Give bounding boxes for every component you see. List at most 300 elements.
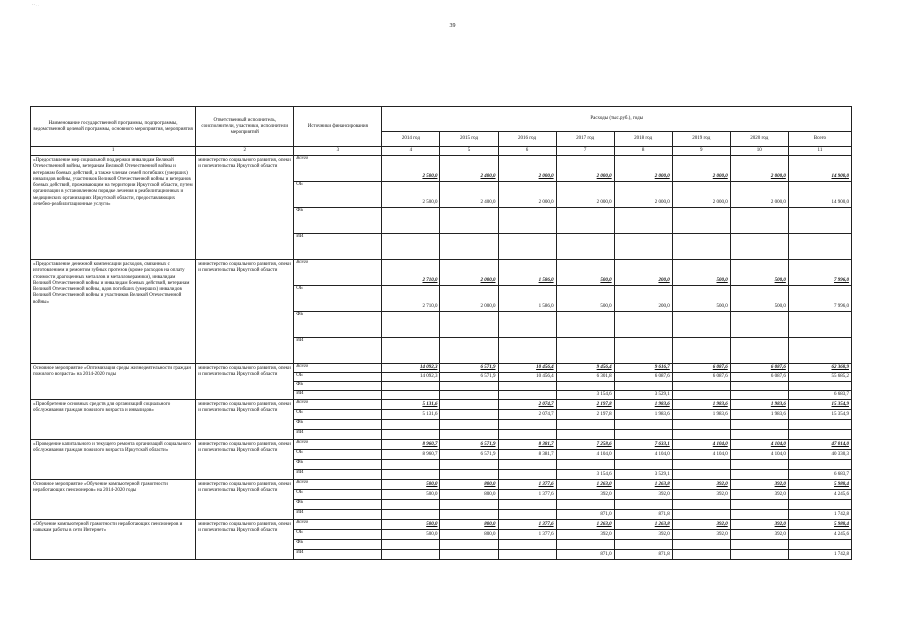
- amount-value: 6 301,8: [596, 374, 612, 379]
- amount-value: 1 586,0: [538, 278, 554, 283]
- amount-cell: [788, 208, 851, 234]
- amount-cell: [730, 490, 788, 500]
- amount-cell: [498, 410, 556, 420]
- funding-source: Всего: [294, 260, 382, 286]
- amount-cell: [382, 338, 440, 364]
- amount-cell: [556, 540, 614, 550]
- amount-cell: [672, 520, 730, 530]
- amount-cell: [672, 208, 730, 234]
- amount-value: 6 087,6: [712, 374, 728, 379]
- amount-cell: [672, 550, 730, 560]
- amount-cell: [498, 400, 556, 410]
- amount-cell: [440, 382, 498, 391]
- amount-cell: [730, 460, 788, 470]
- amount-cell: [382, 480, 440, 490]
- amount-cell: [730, 234, 788, 260]
- funding-source: ИИ: [294, 470, 382, 480]
- amount-cell: [730, 391, 788, 400]
- amount-cell: [556, 208, 614, 234]
- amount-value: 7 633,1: [654, 442, 670, 447]
- amount-value: 62 368,9: [831, 365, 849, 370]
- amount-cell: [788, 382, 851, 391]
- amount-cell: [614, 510, 672, 520]
- amount-cell: [730, 440, 788, 450]
- amount-cell: [498, 260, 556, 286]
- amount-cell: [730, 430, 788, 440]
- amount-value: 4 104,0: [770, 442, 786, 447]
- amount-cell: [440, 530, 498, 540]
- amount-value: 47 014,0: [831, 442, 849, 447]
- amount-value: 392,0: [716, 532, 728, 537]
- amount-cell: [382, 460, 440, 470]
- amount-cell: [498, 520, 556, 530]
- amount-cell: [672, 234, 730, 260]
- amount-value: 5 988,4: [834, 522, 849, 527]
- table-row: [31, 400, 852, 410]
- header-year: Всего: [788, 132, 851, 147]
- responsible-executor: министерство социального развития, опеки и попечительства Иркутской области: [196, 260, 294, 364]
- amount-cell: [382, 382, 440, 391]
- amount-cell: [382, 364, 440, 373]
- funding-source: ИИ: [294, 550, 382, 560]
- amount-cell: [788, 550, 851, 560]
- amount-value: 1 983,6: [770, 412, 786, 417]
- amount-cell: [730, 286, 788, 312]
- amount-cell: [556, 440, 614, 450]
- amount-cell: [498, 156, 556, 182]
- page-number: 39: [449, 23, 456, 29]
- amount-value: 7 258,6: [596, 442, 612, 447]
- amount-cell: [382, 510, 440, 520]
- amount-cell: [556, 312, 614, 338]
- amount-cell: [440, 500, 498, 510]
- amount-cell: [672, 540, 730, 550]
- amount-value: 9 456,4: [596, 365, 612, 370]
- activity-name: «Приобретение основных средств для организаций социального обслуживания граждан пожилого возраста и инвалидов»: [31, 400, 196, 440]
- amount-cell: [614, 490, 672, 500]
- amount-cell: [672, 373, 730, 382]
- amount-value: 2 197,8: [596, 402, 612, 407]
- amount-cell: [614, 286, 672, 312]
- amount-cell: [614, 338, 672, 364]
- header-year: 2019 год: [672, 132, 730, 147]
- amount-cell: [382, 156, 440, 182]
- amount-cell: [382, 520, 440, 530]
- header-source: Источники финансирования: [294, 107, 382, 147]
- amount-value: 3 154,6: [596, 472, 612, 477]
- amount-cell: [440, 520, 498, 530]
- amount-cell: [556, 234, 614, 260]
- amount-value: 2 000,0: [712, 200, 728, 205]
- amount-value: 15 354,9: [831, 402, 849, 407]
- amount-cell: [614, 260, 672, 286]
- amount-value: 500,0: [426, 532, 438, 537]
- amount-cell: [788, 364, 851, 373]
- amount-cell: [614, 373, 672, 382]
- amount-cell: [730, 500, 788, 510]
- amount-value: 6 571,9: [480, 365, 496, 370]
- amount-cell: [730, 410, 788, 420]
- amount-cell: [730, 182, 788, 208]
- funding-source: ОБ: [294, 410, 382, 420]
- amount-cell: [440, 440, 498, 450]
- amount-value: 2 000,0: [770, 174, 786, 179]
- amount-cell: [556, 420, 614, 430]
- amount-cell: [672, 430, 730, 440]
- amount-cell: [672, 182, 730, 208]
- responsible-executor: министерство социального развития, опеки и попечительства Иркутской области: [196, 400, 294, 440]
- amount-cell: [730, 400, 788, 410]
- amount-cell: [440, 430, 498, 440]
- amount-value: 500,0: [426, 482, 438, 487]
- amount-value: 871,0: [600, 552, 612, 557]
- amount-cell: [556, 450, 614, 460]
- header-year: 2014 год: [382, 132, 440, 147]
- amount-cell: [672, 286, 730, 312]
- amount-value: 1 983,6: [712, 412, 728, 417]
- funding-source: ИИ: [294, 391, 382, 400]
- funding-source: ИИ: [294, 510, 382, 520]
- amount-value: 55 685,2: [831, 374, 849, 379]
- amount-cell: [614, 460, 672, 470]
- column-number: 11: [788, 147, 851, 156]
- amount-cell: [556, 260, 614, 286]
- amount-cell: [730, 373, 788, 382]
- amount-cell: [498, 391, 556, 400]
- budget-table: [30, 106, 852, 560]
- amount-value: 14 092,3: [419, 365, 438, 370]
- amount-cell: [730, 510, 788, 520]
- amount-value: 1 263,0: [596, 522, 612, 527]
- amount-value: 2 074,7: [538, 412, 554, 417]
- amount-cell: [556, 410, 614, 420]
- amount-value: 392,0: [600, 492, 612, 497]
- amount-cell: [556, 460, 614, 470]
- amount-cell: [498, 420, 556, 430]
- header-responsible: Ответственный исполнитель, соисполнители, участники, исполнители мероприятий: [196, 107, 294, 147]
- amount-value: 1 263,0: [596, 482, 612, 487]
- column-number: 9: [672, 147, 730, 156]
- amount-cell: [614, 470, 672, 480]
- amount-cell: [730, 312, 788, 338]
- amount-value: 4 104,0: [596, 452, 612, 457]
- amount-cell: [730, 530, 788, 540]
- amount-value: 2 710,0: [422, 304, 438, 309]
- amount-value: 6 087,6: [654, 374, 670, 379]
- amount-cell: [614, 550, 672, 560]
- amount-value: 2 400,0: [480, 174, 496, 179]
- amount-cell: [382, 400, 440, 410]
- column-number: 6: [498, 147, 556, 156]
- header-year: 2016 год: [498, 132, 556, 147]
- amount-cell: [382, 208, 440, 234]
- amount-cell: [498, 450, 556, 460]
- amount-cell: [382, 260, 440, 286]
- amount-cell: [440, 182, 498, 208]
- amount-cell: [788, 450, 851, 460]
- table-header: [31, 107, 852, 156]
- amount-cell: [614, 156, 672, 182]
- amount-value: 8 960,7: [422, 452, 438, 457]
- amount-value: 8 381,7: [538, 442, 554, 447]
- amount-cell: [672, 391, 730, 400]
- amount-cell: [382, 373, 440, 382]
- amount-value: 1 983,6: [654, 412, 670, 417]
- amount-cell: [614, 520, 672, 530]
- amount-value: 2 000,0: [480, 278, 496, 283]
- amount-cell: [672, 364, 730, 373]
- amount-value: 500,0: [426, 492, 438, 497]
- amount-cell: [788, 156, 851, 182]
- amount-value: 500,0: [426, 522, 438, 527]
- amount-value: 871,0: [600, 512, 612, 517]
- amount-cell: [498, 373, 556, 382]
- header-costs: Расходы (тыс.руб.), годы: [382, 107, 852, 132]
- amount-cell: [440, 470, 498, 480]
- amount-value: 800,0: [484, 482, 496, 487]
- amount-value: 200,0: [658, 278, 670, 283]
- responsible-executor: министерство социального развития, опеки и попечительства Иркутской области: [196, 156, 294, 260]
- funding-source: ФБ: [294, 420, 382, 430]
- activity-name: «Обучение компьютерной грамотности неработающих пенсионеров и навыкам работы в сети Интернет»: [31, 520, 196, 560]
- amount-cell: [556, 400, 614, 410]
- amount-value: 5 131,6: [422, 402, 438, 407]
- amount-value: 1 983,6: [654, 402, 670, 407]
- amount-value: 392,0: [716, 482, 728, 487]
- amount-cell: [440, 234, 498, 260]
- table-row: [31, 480, 852, 490]
- amount-value: 1 742,8: [834, 552, 849, 557]
- amount-value: 4 104,0: [712, 452, 728, 457]
- funding-source: ФБ: [294, 312, 382, 338]
- amount-value: 500,0: [600, 278, 612, 283]
- amount-cell: [498, 460, 556, 470]
- funding-source: ФБ: [294, 460, 382, 470]
- amount-value: 6 087,6: [712, 365, 728, 370]
- amount-value: 2 197,8: [596, 412, 612, 417]
- amount-cell: [672, 382, 730, 391]
- funding-source: Всего: [294, 520, 382, 530]
- amount-cell: [730, 540, 788, 550]
- amount-cell: [730, 382, 788, 391]
- amount-cell: [498, 312, 556, 338]
- amount-cell: [382, 234, 440, 260]
- amount-value: 2 000,0: [654, 174, 670, 179]
- amount-value: 6 571,9: [480, 442, 496, 447]
- funding-source: Всего: [294, 440, 382, 450]
- amount-cell: [440, 156, 498, 182]
- amount-cell: [730, 470, 788, 480]
- amount-value: 392,0: [774, 522, 786, 527]
- amount-cell: [498, 490, 556, 500]
- amount-value: 500,0: [600, 304, 612, 309]
- amount-value: 6 683,7: [834, 392, 849, 397]
- amount-cell: [556, 182, 614, 208]
- amount-cell: [498, 208, 556, 234]
- amount-cell: [440, 550, 498, 560]
- amount-cell: [556, 500, 614, 510]
- amount-cell: [440, 490, 498, 500]
- amount-value: 2 500,0: [422, 174, 438, 179]
- amount-value: 392,0: [658, 492, 670, 497]
- amount-cell: [614, 182, 672, 208]
- amount-cell: [382, 182, 440, 208]
- amount-cell: [788, 182, 851, 208]
- amount-value: 4 104,0: [654, 452, 670, 457]
- responsible-executor: министерство социального развития, опеки и попечительства Иркутской области: [196, 480, 294, 520]
- amount-cell: [788, 410, 851, 420]
- amount-value: 1 377,6: [538, 482, 554, 487]
- amount-cell: [614, 440, 672, 450]
- amount-cell: [788, 490, 851, 500]
- amount-cell: [498, 430, 556, 440]
- amount-cell: [440, 510, 498, 520]
- amount-cell: [672, 500, 730, 510]
- amount-cell: [672, 338, 730, 364]
- amount-value: 10 456,4: [536, 374, 554, 379]
- amount-cell: [614, 208, 672, 234]
- amount-value: 7 996,0: [834, 278, 849, 283]
- amount-value: 1 586,0: [538, 304, 554, 309]
- amount-cell: [614, 540, 672, 550]
- amount-cell: [672, 400, 730, 410]
- amount-cell: [382, 450, 440, 460]
- amount-cell: [614, 410, 672, 420]
- amount-cell: [382, 410, 440, 420]
- funding-source: Всего: [294, 480, 382, 490]
- amount-cell: [788, 286, 851, 312]
- amount-value: 2 000,0: [712, 174, 728, 179]
- amount-cell: [440, 373, 498, 382]
- funding-source: ОБ: [294, 450, 382, 460]
- amount-cell: [498, 530, 556, 540]
- amount-value: 3 529,1: [654, 472, 670, 477]
- amount-cell: [556, 382, 614, 391]
- amount-cell: [440, 260, 498, 286]
- amount-cell: [556, 364, 614, 373]
- amount-cell: [382, 500, 440, 510]
- amount-cell: [730, 420, 788, 430]
- amount-value: 392,0: [716, 522, 728, 527]
- amount-cell: [556, 156, 614, 182]
- amount-cell: [614, 480, 672, 490]
- amount-value: 2 400,0: [480, 200, 496, 205]
- column-number: 1: [31, 147, 196, 156]
- header-year: 2018 год: [614, 132, 672, 147]
- amount-cell: [498, 182, 556, 208]
- amount-cell: [672, 410, 730, 420]
- amount-cell: [556, 338, 614, 364]
- amount-cell: [440, 208, 498, 234]
- amount-cell: [672, 530, 730, 540]
- amount-cell: [788, 312, 851, 338]
- amount-value: 4 245,6: [834, 532, 849, 537]
- table-row: [31, 364, 852, 373]
- amount-cell: [556, 530, 614, 540]
- amount-cell: [498, 550, 556, 560]
- amount-cell: [788, 480, 851, 490]
- amount-value: 1 983,6: [770, 402, 786, 407]
- funding-source: Всего: [294, 400, 382, 410]
- funding-source: ОБ: [294, 530, 382, 540]
- amount-cell: [788, 234, 851, 260]
- amount-cell: [498, 540, 556, 550]
- funding-source: ИИ: [294, 430, 382, 440]
- amount-cell: [672, 490, 730, 500]
- amount-value: 800,0: [484, 532, 496, 537]
- amount-cell: [614, 450, 672, 460]
- amount-value: 10 456,4: [536, 365, 554, 370]
- amount-cell: [788, 400, 851, 410]
- header-name: Наименование государственной программы, подпрограммы, ведомственной целевой программы, основного мероприятия, мероприятия: [31, 107, 196, 147]
- amount-cell: [730, 208, 788, 234]
- amount-value: 2 500,0: [422, 200, 438, 205]
- amount-cell: [788, 510, 851, 520]
- amount-cell: [382, 312, 440, 338]
- column-number: 5: [440, 147, 498, 156]
- amount-value: 6 571,9: [480, 374, 496, 379]
- amount-cell: [498, 382, 556, 391]
- amount-cell: [556, 510, 614, 520]
- amount-cell: [556, 520, 614, 530]
- amount-cell: [498, 338, 556, 364]
- amount-value: 500,0: [774, 304, 786, 309]
- amount-value: 6 087,6: [770, 365, 786, 370]
- amount-value: 6 683,7: [834, 472, 849, 477]
- responsible-executor: министерство социального развития, опеки и попечительства Иркутской области: [196, 440, 294, 480]
- amount-cell: [498, 470, 556, 480]
- column-number: 8: [614, 147, 672, 156]
- amount-cell: [556, 391, 614, 400]
- amount-cell: [440, 460, 498, 470]
- amount-cell: [614, 400, 672, 410]
- amount-value: 871,8: [658, 552, 670, 557]
- amount-value: 6 087,6: [770, 374, 786, 379]
- amount-cell: [498, 286, 556, 312]
- amount-value: 2 074,7: [538, 402, 554, 407]
- header-year: 2020 год: [730, 132, 788, 147]
- header-year: 2017 год: [556, 132, 614, 147]
- activity-name: «Проведение капитального и текущего ремонта организаций социального обслуживания граждан пожилого возраста Иркутской области»: [31, 440, 196, 480]
- funding-source: ФБ: [294, 382, 382, 391]
- amount-cell: [788, 373, 851, 382]
- amount-value: 800,0: [484, 522, 496, 527]
- amount-cell: [788, 338, 851, 364]
- amount-cell: [788, 430, 851, 440]
- activity-name: Основное мероприятие «Оптимизация среды жизнедеятельности граждан пожилого возраста» на 2014-2020 годы: [31, 364, 196, 400]
- table-body: [31, 156, 852, 560]
- amount-value: 2 000,0: [480, 304, 496, 309]
- amount-value: 1 377,6: [538, 492, 554, 497]
- amount-value: 8 960,7: [422, 442, 438, 447]
- amount-cell: [440, 338, 498, 364]
- amount-value: 871,8: [658, 512, 670, 517]
- amount-value: 3 529,1: [654, 392, 670, 397]
- amount-cell: [672, 460, 730, 470]
- amount-value: 500,0: [774, 278, 786, 283]
- funding-source: Всего: [294, 364, 382, 373]
- amount-cell: [382, 540, 440, 550]
- amount-value: 9 616,7: [654, 365, 670, 370]
- amount-cell: [498, 234, 556, 260]
- responsible-executor: министерство социального развития, опеки и попечительства Иркутской области: [196, 364, 294, 400]
- amount-cell: [788, 391, 851, 400]
- amount-cell: [440, 364, 498, 373]
- amount-cell: [556, 373, 614, 382]
- amount-cell: [788, 260, 851, 286]
- amount-cell: [672, 156, 730, 182]
- amount-cell: [730, 156, 788, 182]
